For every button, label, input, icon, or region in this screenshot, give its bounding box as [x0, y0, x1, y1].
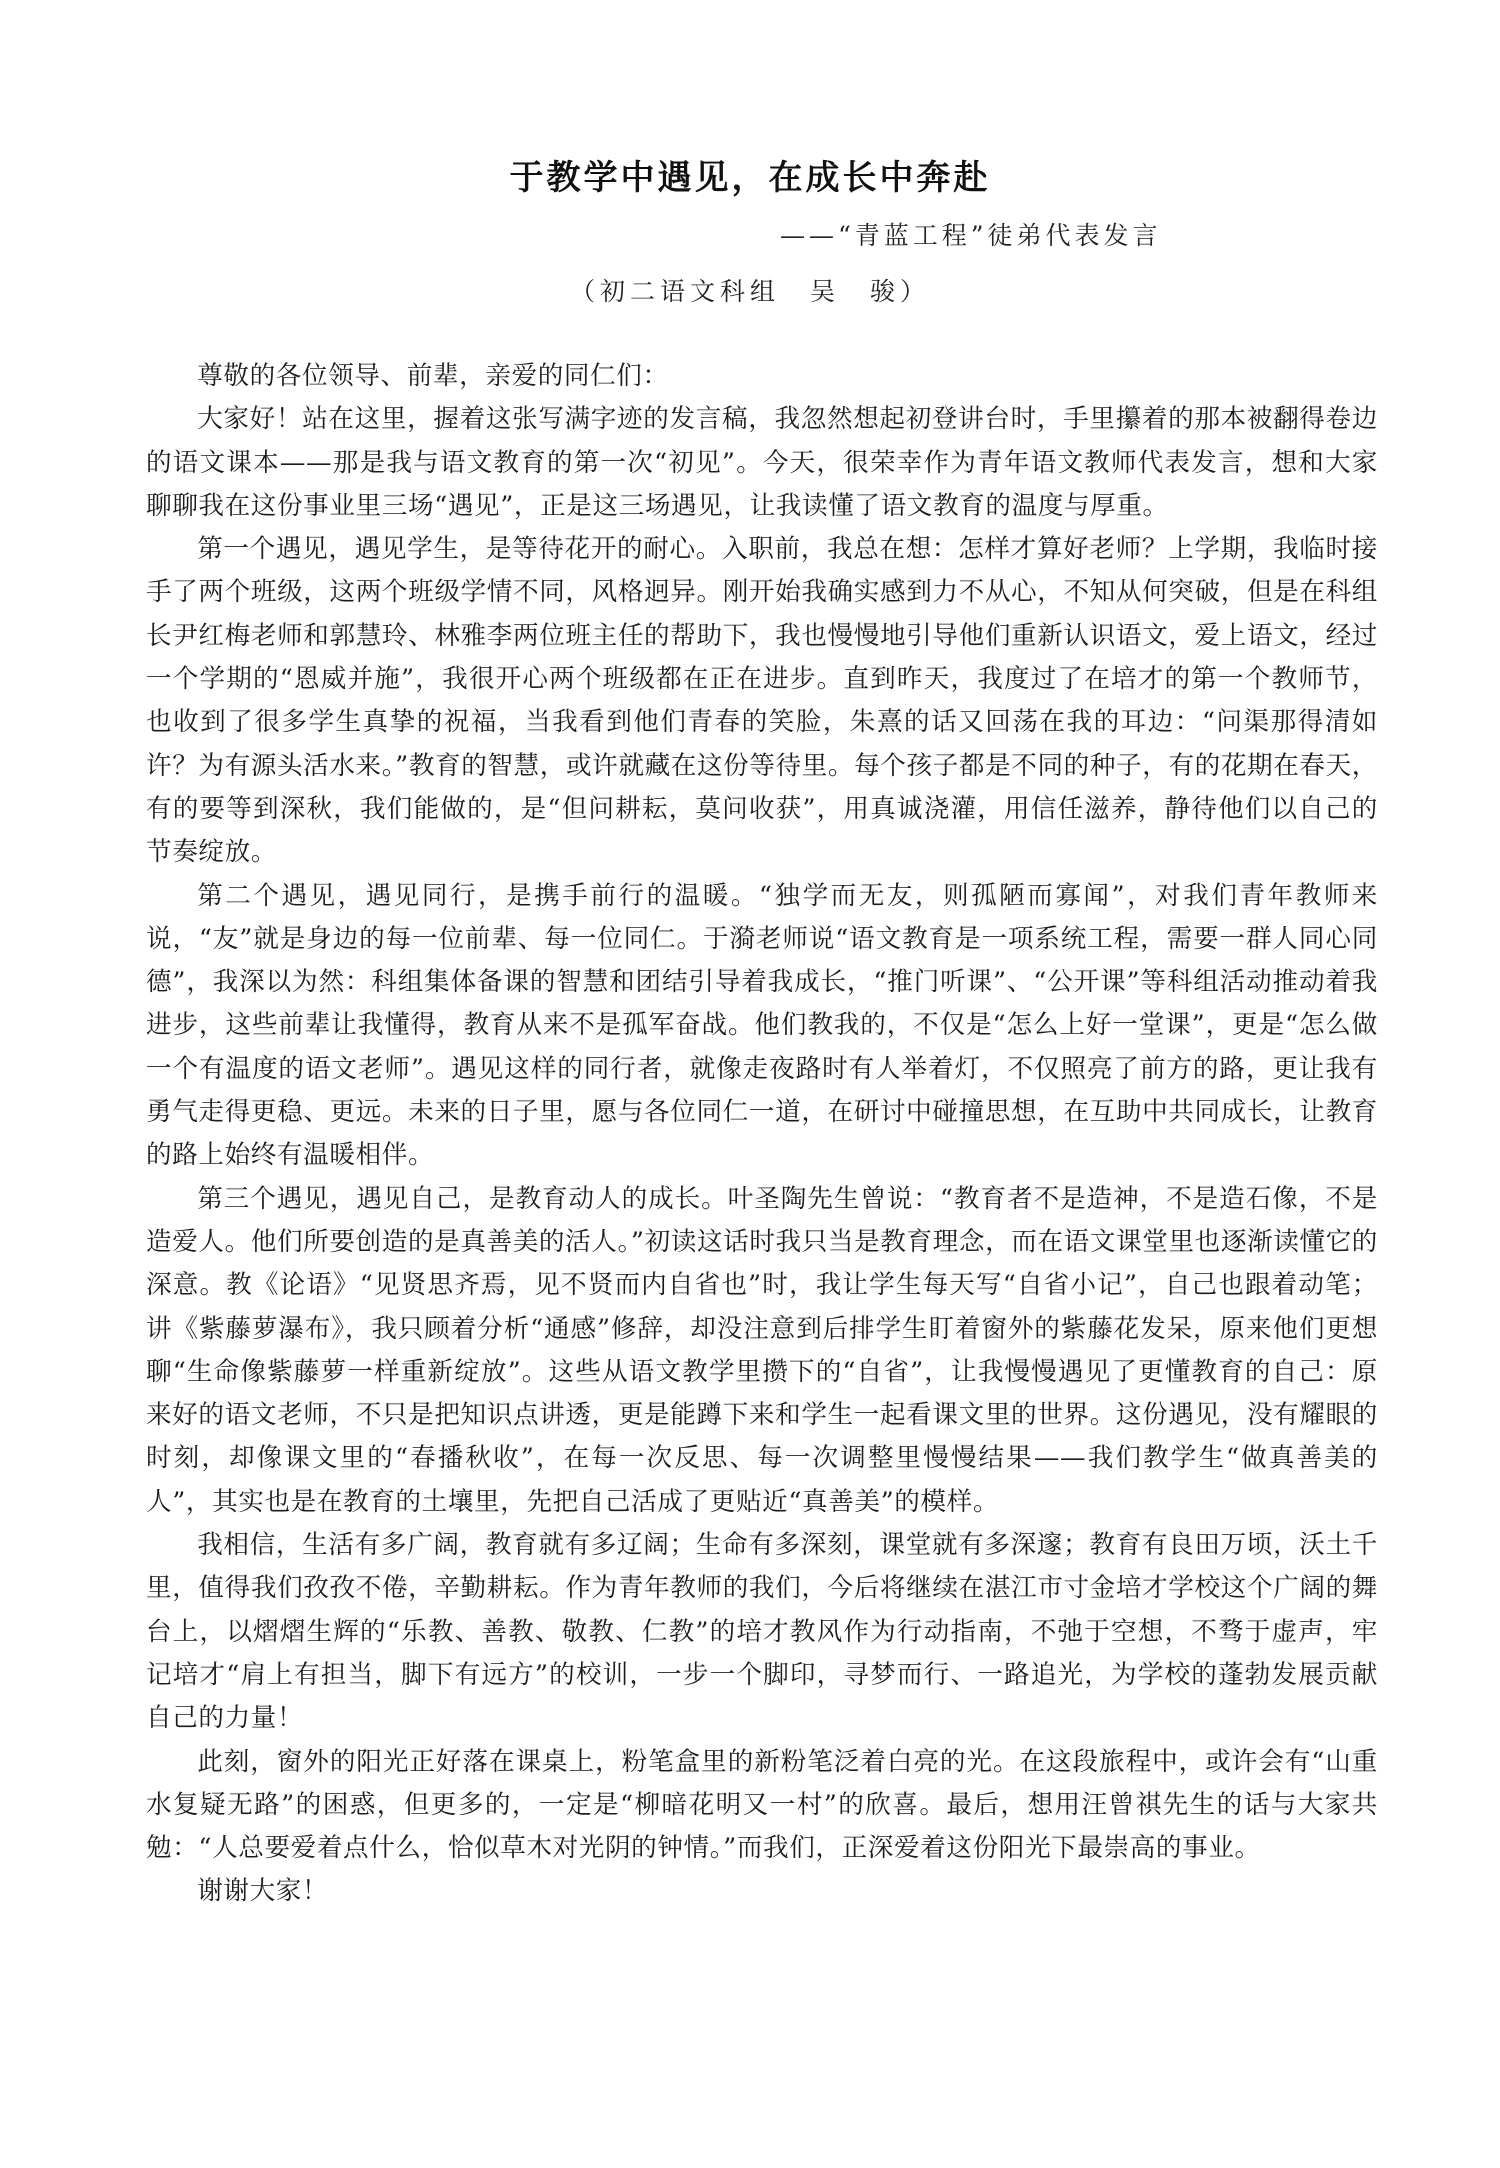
paragraph-meeting-colleagues: 第二个遇见，遇见同行，是携手前行的温暖。“独学而无友，则孤陋而寡闻”，对我们青年教师来说，“友”就是身边的每一位前辈、每一位同仁。于漪老师说“语文教育是一项系统工程，需要一群人同心同德”，我深以为然：科组集体备课的智慧和团结引导着我成长，“推门听课”、“公开课”等科组活动推动着我进步，这些前辈让我懂得，教育从来不是孤军奋战。他们教我的，不仅是“怎么上好一堂课”，更是“怎么做一个有温度的语文老师”。遇见这样的同行者，就像走夜路时有人举着灯，不仅照亮了前方的路，更让我有勇气走得更稳、更远。未来的日子里，愿与各位同仁一道，在研讨中碰撞思想，在互助中共同成长，让教育的路上始终有温暖相伴。 — [146, 880, 1378, 1171]
salutation: 尊敬的各位领导、前辈，亲爱的同仁们： — [197, 361, 669, 391]
thanks-line: 谢谢大家！ — [197, 1876, 329, 1907]
paragraph-belief: 我相信，生活有多广阔，教育就有多辽阔；生命有多深刻，课堂就有多深邃；教育有良田万顷，沃土千里，值得我们孜孜不倦，辛勤耕耘。作为青年教师的我们，今后将继续在湛江市寸金培才学校这个广阔的舞台上，以熠熠生辉的“乐教、善教、敬教、仁教”的培才教风作为行动指南，不弛于空想，不骛于虚声，牢记培才“肩上有担当，脚下有远方”的校训，一步一个脚印，寻梦而行、一路追光，为学校的蓬勃发展贡献自己的力量！ — [146, 1530, 1378, 1734]
document-title: 于教学中遇见，在成长中奔赴 — [509, 158, 991, 198]
document-subtitle: ——“青蓝工程”徒弟代表发言 — [780, 221, 1162, 250]
paragraph-closing: 此刻，窗外的阳光正好落在课桌上，粉笔盒里的新粉笔泛着白亮的光。在这段旅程中，或许会有“山重水复疑无路”的困惑，但更多的，一定是“柳暗花明又一村”的欣喜。最后，想用汪曾祺先生的话与大家共勉：“人总要爱着点什么，恰似草木对光阴的钟情。”而我们，正深爱着这份阳光下最崇高的事业。 — [146, 1746, 1378, 1864]
document-body — [146, 355, 1378, 1914]
paragraph-intro: 大家好！站在这里，握着这张写满字迹的发言稿，我忽然想起初登讲台时，手里攥着的那本被翻得卷边的语文课本——那是我与语文教育的第一次“初见”。今天，很荣幸作为青年语文教师代表发言，想和大家聊聊我在这份事业里三场“遇见”，正是这三场遇见，让我读懂了语文教育的温度与厚重。 — [146, 404, 1378, 521]
paragraph-meeting-students: 第一个遇见，遇见学生，是等待花开的耐心。入职前，我总在想：怎样才算好老师？上学期，我临时接手了两个班级，这两个班级学情不同，风格迥异。刚开始我确实感到力不从心，不知从何突破，但是在科组长尹红梅老师和郭慧玲、林雅李两位班主任的帮助下，我也慢慢地引导他们重新认识语文，爱上语文，经过一个学期的“恩威并施”，我很开心两个班级都在正在进步。直到昨天，我度过了在培才的第一个教师节，也收到了很多学生真挚的祝福，当我看到他们青春的笑脸，朱熹的话又回荡在我的耳边：“问渠那得清如许？为有源头活水来。”教育的智慧，或许就藏在这份等待里。每个孩子都是不同的种子，有的花期在春天，有的要等到深秋，我们能做的，是“但问耕耘，莫问收获”，用真诚浇灌，用信任滋养，静待他们以自己的节奏绽放。 — [146, 534, 1378, 868]
document-author: （初二语文科组 吴 骏） — [569, 277, 930, 306]
paragraph-meeting-self: 第三个遇见，遇见自己，是教育动人的成长。叶圣陶先生曾说：“教育者不是造神，不是造石像，不是造爱人。他们所要创造的是真善美的活人。”初读这话时我只当是教育理念，而在语文课堂里也逐渐读懂它的深意。教《论语》“见贤思齐焉，见不贤而内自省也”时，我让学生每天写“自省小记”，自己也跟着动笔；讲《紫藤萝瀑布》，我只顾着分析“通感”修辞，却没注意到后排学生盯着窗外的紫藤花发呆，原来他们更想聊“生命像紫藤萝一样重新绽放”。这些从语文教学里攒下的“自省”，让我慢慢遇见了更懂教育的自己：原来好的语文老师，不只是把知识点讲透，更是能蹲下来和学生一起看课文里的世界。这份遇见，没有耀眼的时刻，却像课文里的“春播秋收”，在每一次反思、每一次调整里慢慢结果——我们教学生“做真善美的人”，其实也是在教育的土壤里，先把自己活成了更贴近“真善美”的模样。 — [146, 1183, 1378, 1517]
